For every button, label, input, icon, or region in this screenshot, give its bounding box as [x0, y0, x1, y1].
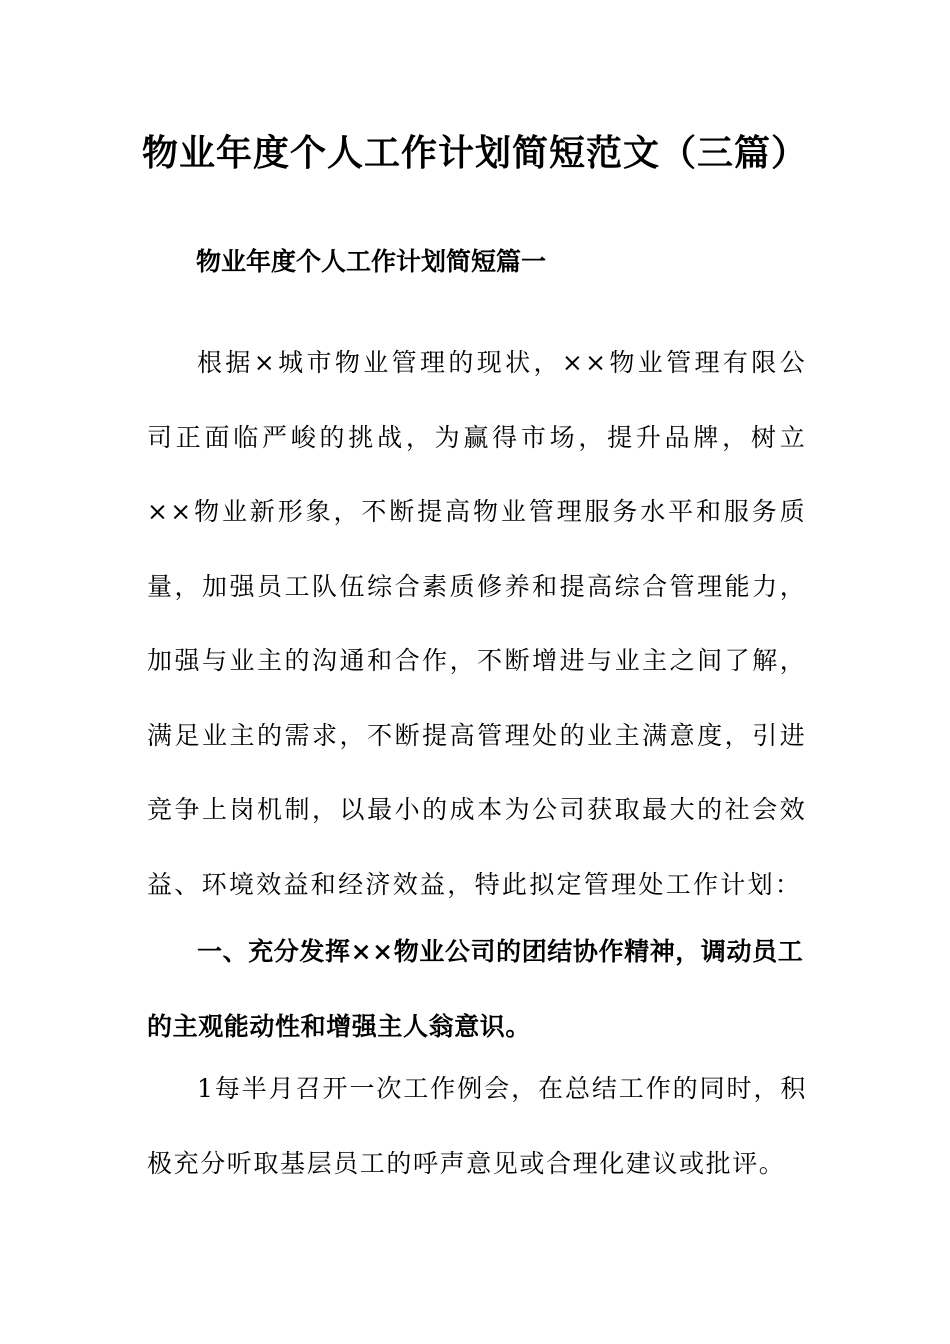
document-title: 物业年度个人工作计划简短范文（三篇）	[141, 132, 808, 174]
body-paragraph-2: 1每半月召开一次工作例会，在总结工作的同时，积极充分听取基层员工的呼声意见或合理化建议或批评。	[147, 1074, 807, 1178]
section-heading-1: 一、充分发挥××物业公司的团结协作精神，调动员工的主观能动性和增强主人翁意识。	[147, 937, 804, 1041]
section-title: 物业年度个人工作计划简短篇一	[196, 247, 547, 276]
body-paragraph-1: 根据×城市物业管理的现状，××物业管理有限公司正面临严峻的挑战，为赢得市场，提升品牌，树立××物业新形象，不断提高物业管理服务水平和服务质量，加强员工队伍综合素质修养和提高综合管理能力，加强与业主的沟通和合作，不断增进与业主之间了解，满足业主的需求，不断提高管理处的业主满意度，引进竞争上岗机制，以最小的成本为公司获取最大的社会效益、环境效益和经济效益，特此拟定管理处工作计划：	[147, 348, 807, 899]
